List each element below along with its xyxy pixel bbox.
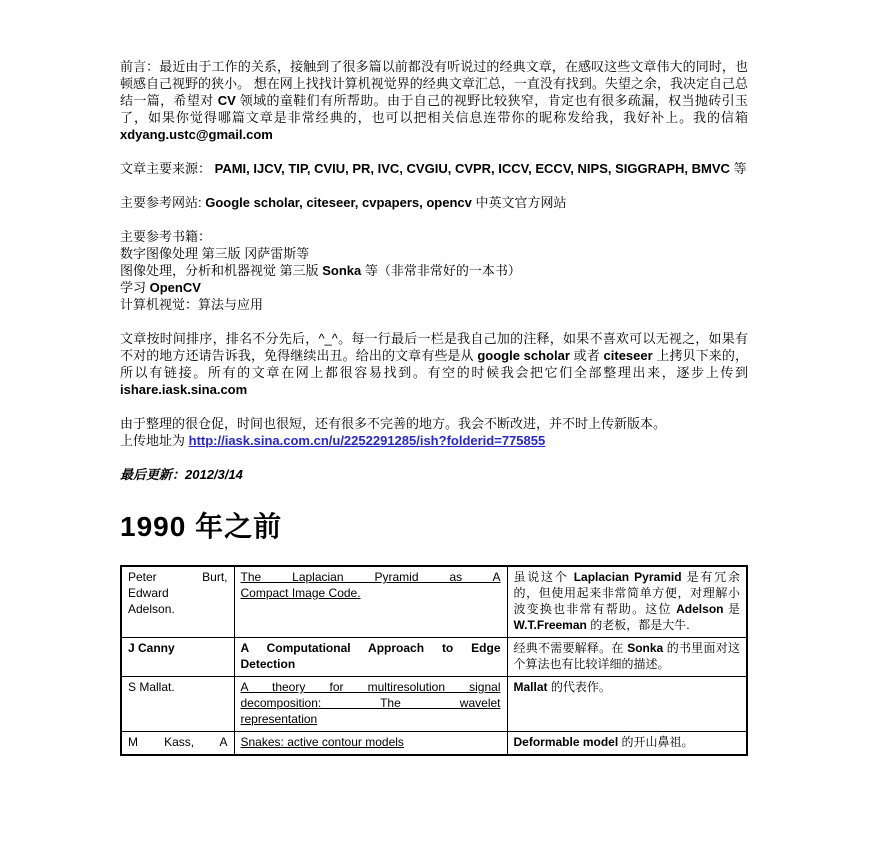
table-row bbox=[121, 677, 747, 732]
papers-table bbox=[120, 565, 748, 756]
text-run: 上拷贝下来的，所以有链接。所有的文章在网上都很容易找到。有空的时候我会把它们全部整理出来，逐步上传到 bbox=[120, 348, 748, 380]
text-run: 经典不需要解释。在 bbox=[513, 641, 628, 655]
ordering-paragraph bbox=[120, 330, 748, 398]
last-update-paragraph bbox=[120, 466, 748, 483]
text-run: 图像处理，分析和机器视觉 第三版 bbox=[120, 263, 323, 278]
books-paragraph bbox=[120, 228, 748, 313]
paper-title-link[interactable]: A theory for multiresolution signal bbox=[240, 680, 501, 694]
text-run: xdyang.ustc@gmail.com bbox=[120, 127, 273, 142]
paper-title-link[interactable]: decomposition: The wavelet bbox=[240, 696, 501, 710]
note-cell bbox=[507, 638, 747, 677]
text-run: 或者 bbox=[569, 348, 604, 363]
text-run: 最后更新：2012/3/14 bbox=[120, 467, 243, 482]
author-line: Adelson. bbox=[128, 602, 175, 616]
paper-title-link[interactable]: Compact Image Code. bbox=[240, 586, 361, 600]
preface-section bbox=[120, 58, 748, 483]
author-line: M Kass, A bbox=[128, 735, 228, 749]
text-run: Adelson bbox=[676, 602, 724, 616]
text-run: Sonka bbox=[627, 641, 664, 655]
table-row bbox=[121, 732, 747, 756]
text-run: 是 bbox=[723, 602, 740, 616]
preface-paragraph bbox=[120, 58, 748, 143]
text-run: 数字图像处理 第三版 冈萨雷斯等 bbox=[120, 246, 310, 261]
text-run: google scholar bbox=[477, 348, 570, 363]
note-cell bbox=[507, 732, 747, 756]
text-run: OpenCV bbox=[149, 280, 201, 295]
author-cell bbox=[121, 638, 234, 677]
text-run: 计算机视觉：算法与应用 bbox=[120, 297, 264, 312]
paper-title: A Computational Approach to Edge bbox=[240, 641, 501, 655]
text-run: 等（非常非常好的一本书） bbox=[361, 263, 521, 278]
title-cell bbox=[234, 677, 507, 732]
author-line: J Canny bbox=[128, 641, 175, 655]
text-run: Google scholar, citeseer, cvpapers, opencv bbox=[205, 195, 472, 210]
text-run: 的书里面对这个算法也有比较详细的描述。 bbox=[513, 641, 740, 671]
websites-paragraph bbox=[120, 194, 748, 211]
text-run: 是有冗余的，但使用起来非常简单方便，对理解小波变换也非常有帮助。这位 bbox=[513, 570, 740, 616]
text-run: 的代表作。 bbox=[547, 680, 611, 694]
table-row bbox=[121, 638, 747, 677]
author-line: Edward bbox=[128, 586, 169, 600]
text-run: PAMI, IJCV, TIP, CVIU, PR, IVC, CVGIU, CVPR, ICCV, ECCV, NIPS, SIGGRAPH, BMVC bbox=[214, 161, 730, 176]
title-cell bbox=[234, 732, 507, 756]
author-line: S Mallat. bbox=[128, 680, 175, 694]
text-run: 上传地址为 bbox=[120, 433, 189, 448]
paper-title-link[interactable]: representation bbox=[240, 712, 318, 726]
sources-paragraph bbox=[120, 160, 748, 177]
upload-hyperlink[interactable]: http://iask.sina.com.cn/u/2252291285/ish?folderid=775855 bbox=[188, 433, 546, 448]
note-cell bbox=[507, 566, 747, 638]
text-run: Laplacian Pyramid bbox=[573, 570, 682, 584]
title-cell bbox=[234, 638, 507, 677]
upload-paragraph bbox=[120, 415, 748, 449]
text-run: 的开山鼻祖。 bbox=[618, 735, 694, 749]
text-run: 主要参考书籍： bbox=[120, 229, 212, 244]
table-row bbox=[121, 566, 747, 638]
text-run: CV bbox=[217, 93, 236, 108]
text-run: 文章按时间排序，排名不分先后，^_^。每一行最后一栏是我自己加的注释，如果不喜欢可以无视之，如果有不对的地方还请告诉我，免得继续出丑。给出的文章有些是从 bbox=[120, 331, 748, 363]
paper-title-link[interactable]: Snakes: active contour models bbox=[240, 735, 404, 749]
text-run: 领域的童鞋们有所帮助。由于自己的视野比较狭窄，肯定也有很多疏漏，权当抛砖引玉了，如果你觉得哪篇文章是非常经典的，也可以把相关信息连带你的昵称发给我，我好补上。我的信箱 bbox=[120, 93, 748, 125]
text-run: 前言：最近由于工作的关系，接触到了很多篇以前都没有听说过的经典文章，在感叹这些文章伟大的同时，也顿感自己视野的狭小。 想在网上找找计算机视觉界的经典文章汇总，一直没有找到。失望之余，我决定自己总结一篇，希望对 bbox=[120, 59, 748, 108]
text-run: W.T.Freeman bbox=[513, 618, 587, 632]
author-cell bbox=[121, 677, 234, 732]
text-run: 由于整理的很仓促，时间也很短，还有很多不完善的地方。我会不断改进，并不时上传新版本。 bbox=[120, 416, 667, 431]
author-line: Peter Burt, bbox=[128, 570, 228, 584]
text-run: 的老板，都是大牛. bbox=[586, 618, 690, 632]
text-run: ishare.iask.sina.com bbox=[120, 382, 248, 397]
author-cell bbox=[121, 732, 234, 756]
text-run: 主要参考网站: bbox=[120, 195, 206, 210]
paper-title-link[interactable]: The Laplacian Pyramid as A bbox=[240, 570, 501, 584]
text-run: Sonka bbox=[322, 263, 362, 278]
note-cell bbox=[507, 677, 747, 732]
text-run: 等 bbox=[729, 161, 747, 176]
text-run: 文章主要来源： bbox=[120, 161, 215, 176]
section-heading-1990: 1990 年之前 bbox=[120, 511, 283, 542]
text-run: 虽说这个 bbox=[513, 570, 574, 584]
text-run: Deformable model bbox=[513, 735, 619, 749]
text-run: Mallat bbox=[513, 680, 548, 694]
paper-title: Detection bbox=[240, 657, 296, 671]
text-run: 中英文官方网站 bbox=[471, 195, 567, 210]
author-cell bbox=[121, 566, 234, 638]
text-run: 学习 bbox=[120, 280, 150, 295]
title-cell bbox=[234, 566, 507, 638]
text-run: citeseer bbox=[603, 348, 653, 363]
